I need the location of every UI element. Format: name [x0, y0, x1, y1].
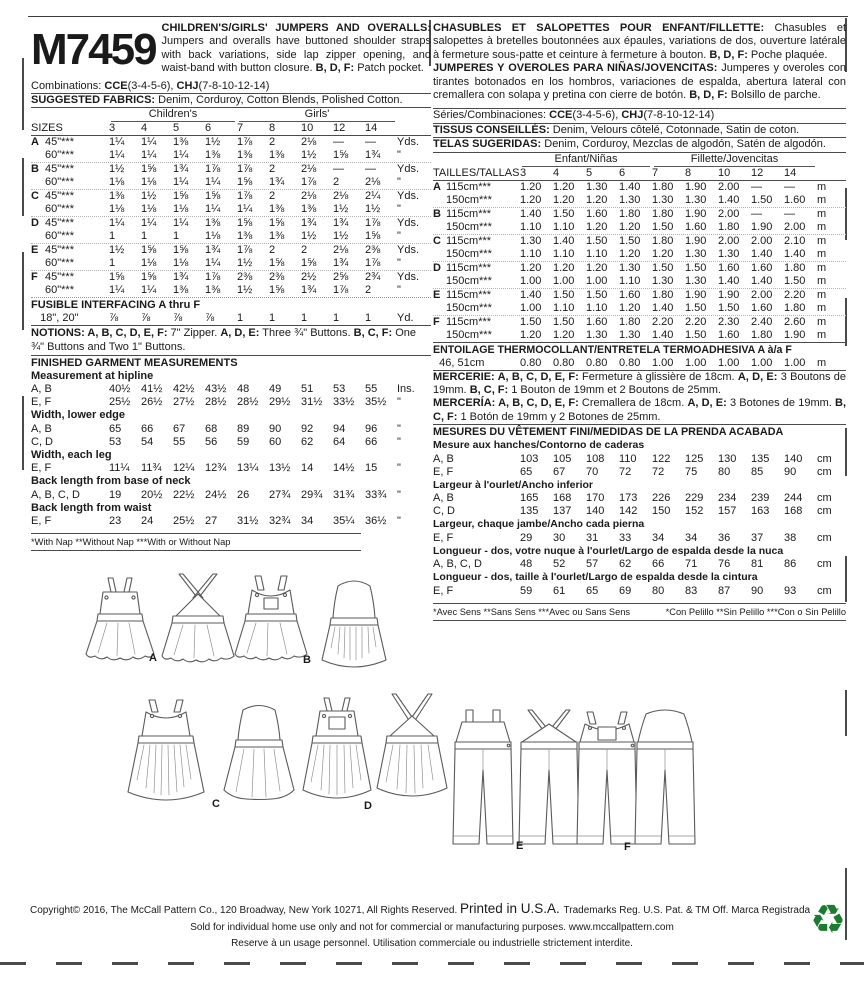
- registration-tick: [22, 396, 24, 470]
- yardage-row: 60"*** 1⅛ 1⅛ 1⅛ 1¼ 1¼ 1⅜ 1⅜ 1½ 1½ ": [45, 203, 401, 216]
- illustration-view-e-back: [519, 710, 579, 844]
- metric-row: F 115cm*** 1.50 1.50 1.60 1.80 2.20 2.20 2.30 2.40 2.60 m: [433, 315, 846, 329]
- view-label-c: C: [212, 798, 220, 810]
- left-column: [31, 22, 431, 551]
- size-value: 3: [109, 122, 116, 135]
- yardage-group-header: [31, 108, 431, 122]
- measurement-row: C, D 53 54 55 56 59 60 62 64 66 ": [31, 435, 401, 448]
- view-label-f: F: [624, 841, 631, 853]
- illustration-view-a-back: [162, 574, 234, 662]
- entoilage-rows: [433, 357, 846, 370]
- metric-row: 150cm*** 1.20 1.20 1.30 1.30 1.40 1.50 1.60 1.80 1.90 m: [446, 328, 827, 341]
- illustration-view-f-back: [635, 710, 695, 844]
- measurement-row: A, B 65 66 67 68 89 90 92 94 96 ": [31, 422, 401, 435]
- description-english-title: CHILDREN'S/GIRLS' JUMPERS AND OVERALLS:: [161, 22, 431, 34]
- measure-section-jambe: Largeur, chaque jambe/Ancho cada pierna E, F 29 30 31 33 34 34 36 37 38 cm: [433, 518, 846, 545]
- mercerie-paragraph: MERCERIE: A, B, C, D, E, F: Fermeture à glissière de 18cm. A, D, E: 3 Boutons de 19mm. B, C, F: 1 Bouton de 19mm et 2 Boutons de 25mm.: [433, 370, 846, 397]
- usage-line-french: Reserve à un usage personnel. Utilisation commerciale ou industrielle strictement interdite.: [231, 938, 633, 949]
- yardage-row: D 45"*** 1¼ 1¼ 1¼ 1⅜ 1⅝ 1⅝ 1¾ 1¾ 1⅞ Yds.: [31, 216, 431, 230]
- finished-measurements-heading: FINISHED GARMENT MEASUREMENTS: [31, 356, 238, 369]
- merceria-paragraph: MERCERÍA: A, B, C, D, E, F: Cremallera de 18cm. A, D, E: 3 Botones de 19mm. B, C, F: 1 Botón de 19mm y 2 Botones de 25mm.: [433, 397, 846, 425]
- illustration-view-d-front: [303, 698, 371, 798]
- metric-row: B 115cm*** 1.40 1.50 1.60 1.80 1.80 1.90 2.00 — — m: [433, 207, 846, 221]
- size-value: 6: [205, 122, 212, 135]
- tissus-line: TISSUS CONSEILLÉS: Denim, Velours côtelé, Cotonnade, Satin de coton.: [433, 123, 846, 138]
- measure-section-back-waist: Back length from waist E, F 23 24 25½ 27 31½ 32¾ 34 35¼ 36½ ": [31, 502, 431, 529]
- interfacing-heading: FUSIBLE INTERFACING A thru F: [31, 297, 431, 312]
- nap-footnote-intl: *Avec Sens **Sans Sens ***Avec ou Sans Sens *Con Pelillo **Sin Pelillo ***Con o Sin Pelillo: [433, 603, 846, 621]
- yardage-table: [31, 108, 431, 297]
- measure-section-nuque: Longueur - dos, votre nuque à l'ourlet/Largo de espalda desde la nuca A, B, C, D 48 52 57 62 66 71 76 81 86 cm: [433, 545, 846, 572]
- measure-section-lower-edge: Width, lower edge A, B 65 66 67 68 89 90 92 94 96 " C, D 53 54 55 56 59 60 62 64 66 ": [31, 409, 431, 449]
- metric-rows: [433, 181, 846, 342]
- measurement-row: E, F 25½ 26½ 27½ 28½ 28½ 29½ 31½ 33½ 35½ ": [31, 396, 401, 409]
- printed-in-usa: Printed in U.S.A.: [460, 901, 564, 916]
- telas-line: TELAS SUGERIDAS: Denim, Corduroy, Mezclas de algodón, Satén de algodón.: [433, 138, 846, 152]
- size-value: 5: [586, 166, 593, 179]
- registration-tick: [22, 158, 24, 216]
- size-value: 14: [784, 166, 797, 179]
- description-french: CHASUBLES ET SALOPETTES POUR ENFANT/FILLETTE: Chasubles et salopettes à bretelles boutonnées aux épaules, variations de dos, ouverture latérale à fermeture sous-patte et ceinture à fermeture à bouton. B, D, F: Poche plaquée.: [433, 22, 846, 61]
- group-fillette: Fillette/Jovencitas: [654, 153, 815, 167]
- yardage-rows: [31, 136, 431, 297]
- yardage-row: 60"*** 1⅛ 1⅛ 1¼ 1¼ 1⅝ 1¾ 1⅞ 2 2⅛ ": [45, 176, 401, 189]
- series-line: Séries/Combinaciones: CCE(3-4-5-6), CHJ(7-8-10-12-14): [433, 108, 846, 122]
- size-value: 14: [365, 122, 378, 135]
- yardage-row: C 45"*** 1⅜ 1½ 1⅝ 1⅝ 1⅞ 2 2⅛ 2⅛ 2¼ Yds.: [31, 189, 431, 203]
- size-value: 12: [333, 122, 346, 135]
- size-value: 4: [141, 122, 148, 135]
- measurement-row: A, B 40½ 41½ 42½ 43½ 48 49 51 53 55 Ins.: [31, 383, 415, 396]
- illustration-view-c-back: [224, 706, 294, 800]
- illustration-view-b-back: [322, 581, 386, 667]
- suggested-fabrics-line: SUGGESTED FABRICS: Denim, Corduroy, Cotton Blends, Polished Cotton.: [31, 93, 431, 108]
- view-label-b: B: [303, 654, 311, 666]
- pattern-number: M7459: [31, 25, 156, 74]
- measurement-row: A, B, C, D 19 20½ 22½ 24½ 26 27¾ 29¾ 31¾ 33¾ ": [31, 488, 401, 501]
- measurement-row: E, F 59 61 65 69 80 83 87 90 93 cm: [433, 584, 832, 597]
- entoilage-heading: ENTOILAGE THERMOCOLLANT/ENTRETELA TERMOADHESIVA A à/a F: [433, 342, 846, 357]
- measurement-row: A, B, C, D 48 52 57 62 66 71 76 81 86 cm: [433, 558, 832, 571]
- registration-tick: [22, 252, 24, 330]
- group-enfant: Enfant/Niñas: [522, 153, 650, 167]
- illustration-view-d-back: [377, 694, 447, 796]
- metric-table: [433, 153, 846, 342]
- top-rule: [28, 16, 848, 17]
- size-value: 7: [237, 122, 244, 135]
- mesures-heading: MESURES DU VÊTEMENT FINI/MEDIDAS DE LA PRENDA ACABADA: [433, 426, 784, 439]
- size-value: 6: [619, 166, 626, 179]
- measurement-row: E, F 23 24 25½ 27 31½ 32¾ 34 35¼ 36½ ": [31, 515, 401, 528]
- metric-row: 150cm*** 1.10 1.10 1.10 1.20 1.20 1.30 1.30 1.40 1.40 m: [446, 247, 827, 260]
- interfacing-row: 18", 20" ⅞ ⅞ ⅞ ⅞ 1 1 1 1 1 Yd.: [31, 312, 414, 325]
- combinations-line: Combinations: CCE(3-4-5-6), CHJ(7-8-10-12-14): [31, 79, 270, 92]
- recycle-icon: ♻: [810, 898, 846, 942]
- home-use-line: Sold for individual home use only and not for commercial or manufacturing purposes. www.mccallpattern.com: [190, 922, 674, 933]
- entoilage-row: 46, 51cm 0.80 0.80 0.80 0.80 1.00 1.00 1.00 1.00 1.00 m: [433, 356, 827, 369]
- size-value: 3: [520, 166, 527, 179]
- view-label-e: E: [516, 840, 524, 852]
- yardage-row: 60"*** 1¼ 1¼ 1¼ 1⅜ 1⅜ 1⅜ 1½ 1⅝ 1¾ ": [45, 149, 401, 162]
- copyright-line: Copyright© 2016, The McCall Pattern Co., 120 Broadway, New York 10271, All Rights Reserved. Printed in U.S.A. Trademarks Reg. U.S. Pat. & TM Off. Marca Registrada: [30, 901, 811, 916]
- interfacing-rows: [31, 312, 431, 325]
- metric-row: 150cm*** 1.00 1.00 1.00 1.10 1.30 1.30 1.40 1.40 1.50 m: [446, 274, 827, 287]
- size-value: 5: [173, 122, 180, 135]
- measure-section-ourlet: Largeur à l'ourlet/Ancho inferior A, B 165 168 170 173 226 229 234 239 244 cm C, D 135 137 140 142 150 152 157 163 168 cm: [433, 479, 846, 519]
- yardage-row: F 45"*** 1⅝ 1⅝ 1¾ 1⅞ 2⅜ 2⅜ 2½ 2⅝ 2¾ Yds.: [31, 270, 431, 284]
- registration-tick: [22, 58, 24, 130]
- metric-row: D 115cm*** 1.20 1.20 1.20 1.30 1.50 1.50 1.60 1.60 1.80 m: [433, 261, 846, 275]
- metric-row: E 115cm*** 1.40 1.50 1.50 1.60 1.80 1.90 1.90 2.00 2.20 m: [433, 288, 846, 302]
- measure-section-each-leg: Width, each leg E, F 11¼ 11¾ 12¼ 12¾ 13¼ 13½ 14 14½ 15 ": [31, 449, 431, 476]
- illustration-view-f-front: [577, 712, 637, 844]
- measure-section-hipline: Measurement at hipline A, B 40½ 41½ 42½ 43½ 48 49 51 53 55 Ins. E, F 25½ 26½ 27½ 28½ 28½ 29½ 31½ 33½ 35½ ": [31, 370, 431, 410]
- header: [31, 22, 431, 76]
- metric-row: 150cm*** 1.10 1.10 1.20 1.20 1.50 1.60 1.80 1.90 2.00 m: [446, 220, 827, 233]
- nap-footnote: *With Nap **Without Nap ***With or Without Nap: [31, 533, 361, 551]
- yardage-row: 60"*** 1¼ 1¼ 1⅜ 1⅜ 1½ 1⅝ 1¾ 1⅞ 2 ": [45, 284, 401, 297]
- measure-section-cintura: Longueur - dos, taille à l'ourlet/Largo de espalda desde la cintura E, F 59 61 65 69 80 83 87 90 93 cm: [433, 571, 846, 598]
- measurement-row: C, D 135 137 140 142 150 152 157 163 168 cm: [433, 505, 832, 518]
- measurement-row: A, B 165 168 170 173 226 229 234 239 244 cm: [433, 492, 832, 505]
- measurement-row: E, F 65 67 70 72 72 75 80 85 90 cm: [433, 465, 832, 478]
- view-label-a: A: [149, 652, 157, 664]
- metric-row: 150cm*** 1.00 1.10 1.10 1.20 1.40 1.50 1.50 1.60 1.80 m: [446, 301, 827, 314]
- description-english: CHILDREN'S/GIRLS' JUMPERS AND OVERALLS: Jumpers and overalls have buttoned shoulder straps with back variations, side lap zipper opening, and waist-band with button closure. B, D, F: Patch pocket.: [161, 22, 431, 75]
- description-spanish: JUMPERES Y OVEROLES PARA NIÑAS/JOVENCITAS: Jumperes y overoles con tirantes botonados en los hombros, variaciones de espalda, abertura lateral con cremallera con solapa y pretina con cierre de botón. B, D, F: Bolsillo de parche.: [433, 62, 846, 102]
- sizes-row: SIZES 3 4 5 6 7 8 10 12 14: [31, 122, 431, 136]
- tailles-row: TAILLES/TALLAS 3 4 5 6 7 8 10 12 14: [433, 167, 846, 181]
- right-column: [433, 22, 846, 621]
- metric-group-header: [433, 153, 846, 167]
- illustration-view-b-front: [235, 576, 307, 660]
- measurement-row: E, F 11¼ 11¾ 12¼ 12¾ 13¼ 13½ 14 14½ 15 ": [31, 462, 401, 475]
- group-girls: Girls': [239, 108, 395, 122]
- metric-row: 150cm*** 1.20 1.20 1.20 1.30 1.30 1.30 1.40 1.50 1.60 m: [446, 193, 827, 206]
- group-childrens: Children's: [111, 108, 235, 122]
- size-value: 10: [718, 166, 731, 179]
- yardage-row: B 45"*** 1½ 1⅝ 1¾ 1⅞ 1⅞ 2 2⅛ — — Yds.: [31, 162, 431, 176]
- metric-row: C 115cm*** 1.30 1.40 1.50 1.50 1.80 1.90 2.00 2.00 2.10 m: [433, 234, 846, 248]
- measurement-row: A, B 103 105 108 110 122 125 130 135 140 cm: [433, 452, 832, 465]
- metric-row: A 115cm*** 1.20 1.20 1.30 1.40 1.80 1.90 2.00 — — m: [433, 180, 827, 193]
- yardage-row: 60"*** 1 1⅛ 1⅛ 1¼ 1½ 1⅝ 1⅝ 1¾ 1⅞ ": [45, 257, 401, 270]
- size-value: 8: [269, 122, 276, 135]
- view-label-d: D: [364, 800, 372, 812]
- measure-section-hanches: Mesure aux hanches/Contorno de caderas A, B 103 105 108 110 122 125 130 135 140 cm E, F 65 67 70 72 72 75 80 85 90 cm: [433, 439, 846, 479]
- measurement-row: E, F 29 30 31 33 34 34 36 37 38 cm: [433, 531, 832, 544]
- garment-illustrations: [0, 548, 864, 878]
- illustration-view-a-front: [86, 578, 154, 660]
- size-value: 4: [553, 166, 560, 179]
- notions-paragraph: NOTIONS: A, B, C, D, E, F: 7" Zipper. A, D, E: Three ¾" Buttons. B, C, F: One ¾" Buttons and Two 1" Buttons.: [31, 325, 431, 355]
- size-value: 7: [652, 166, 659, 179]
- yardage-row: 60"*** 1 1 1 1⅛ 1⅜ 1⅜ 1½ 1½ 1⅝ ": [45, 230, 401, 243]
- size-value: 12: [751, 166, 764, 179]
- measure-section-back-neck: Back length from base of neck A, B, C, D 19 20½ 22½ 24½ 26 27¾ 29¾ 31¾ 33¾ ": [31, 475, 431, 502]
- cut-line: [0, 962, 864, 965]
- size-value: 10: [301, 122, 314, 135]
- size-value: 8: [685, 166, 692, 179]
- yardage-row: E 45"*** 1½ 1⅝ 1⅝ 1¾ 1⅞ 2 2 2⅛ 2⅜ Yds.: [31, 243, 431, 257]
- illustration-view-e-front: [453, 710, 513, 844]
- illustration-view-c-front: [128, 700, 204, 800]
- yardage-row: A 45"*** 1¼ 1¼ 1⅜ 1½ 1⅞ 2 2⅛ — — Yds.: [31, 136, 420, 149]
